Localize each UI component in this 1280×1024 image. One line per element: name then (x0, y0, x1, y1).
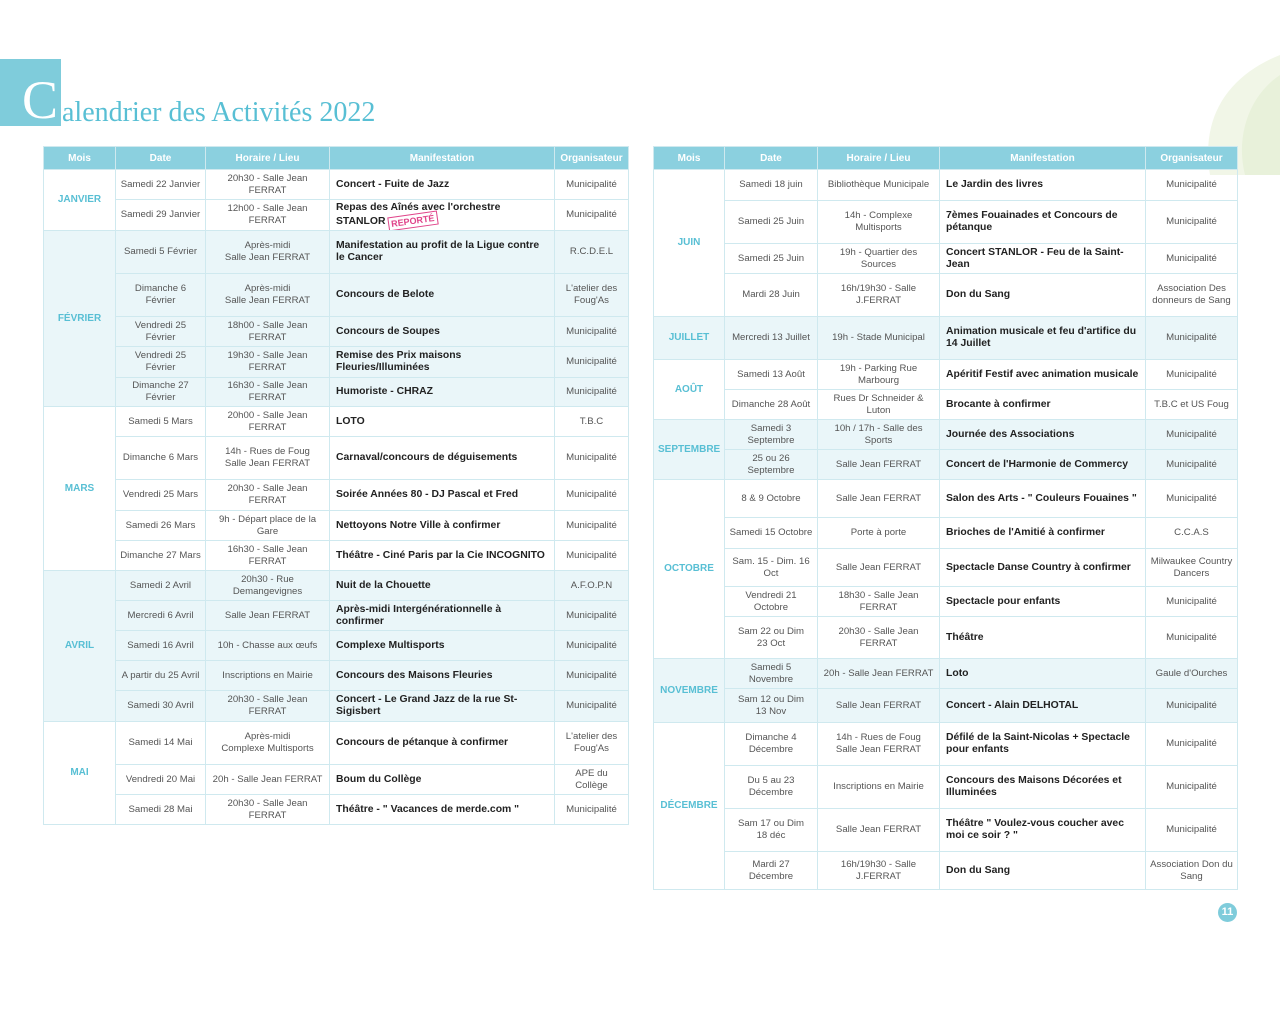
table-row (44, 378, 629, 407)
event-cell (940, 450, 1146, 480)
month-cell: DÉCEMBRE (654, 723, 725, 890)
event-cell (330, 631, 555, 661)
date-cell: Samedi 16 Avril (116, 631, 206, 661)
header-date: Date (116, 147, 206, 170)
organizer-cell: Municipalité (555, 541, 629, 571)
header-organisateur: Organisateur (555, 147, 629, 170)
table-row (44, 601, 629, 631)
date-cell: Dimanche 27 Février (116, 378, 206, 407)
organizer-cell: Municipalité (555, 631, 629, 661)
event-cell (940, 659, 1146, 689)
header-date: Date (725, 147, 818, 170)
date-cell: 25 ou 26 Septembre (725, 450, 818, 480)
event-name: Concert de l'Harmonie de Commercy (946, 458, 1129, 470)
date-cell: Samedi 25 Juin (725, 201, 818, 244)
date-cell: Du 5 au 23 Décembre (725, 766, 818, 809)
table-row (654, 723, 1238, 766)
organizer-cell: Municipalité (1146, 809, 1238, 852)
event-name: Complexe Multisports (336, 639, 445, 651)
organizer-cell: T.B.C (555, 407, 629, 437)
header-organisateur: Organisateur (1146, 147, 1238, 170)
organizer-cell: Municipalité (1146, 244, 1238, 274)
place-cell: 14h - Complexe Multisports (818, 201, 940, 244)
place-cell: 16h30 - Salle Jean FERRAT (206, 378, 330, 407)
table-row (44, 170, 629, 200)
event-cell (330, 601, 555, 631)
place-cell: Rues Dr Schneider & Luton (818, 390, 940, 420)
event-cell (940, 244, 1146, 274)
table-row (654, 201, 1238, 244)
place-cell: 20h30 - Salle Jean FERRAT (206, 691, 330, 722)
event-name: Journée des Associations (946, 428, 1075, 440)
organizer-cell: APE du Collège (555, 765, 629, 795)
organizer-cell: Municipalité (1146, 587, 1238, 617)
organizer-cell: Municipalité (1146, 170, 1238, 201)
organizer-cell: Milwaukee Country Dancers (1146, 549, 1238, 587)
event-cell (330, 274, 555, 317)
date-cell: Vendredi 20 Mai (116, 765, 206, 795)
date-cell: Vendredi 21 Octobre (725, 587, 818, 617)
date-cell: 8 & 9 Octobre (725, 480, 818, 518)
month-cell: AVRIL (44, 571, 116, 722)
organizer-cell: Municipalité (1146, 723, 1238, 766)
place-cell: 20h30 - Salle Jean FERRAT (206, 795, 330, 825)
organizer-cell: Municipalité (1146, 480, 1238, 518)
event-name: Théâtre " Voulez-vous coucher avec moi ce soir ? " (946, 818, 1124, 841)
place-cell: 18h30 - Salle Jean FERRAT (818, 587, 940, 617)
reporte-stamp: REPORTÉ (388, 211, 439, 231)
event-cell (330, 795, 555, 825)
event-cell (330, 170, 555, 200)
date-cell: Samedi 2 Avril (116, 571, 206, 601)
date-cell: Dimanche 27 Mars (116, 541, 206, 571)
event-name: Manifestation au profit de la Ligue contre le Cancer (336, 240, 540, 263)
table-row (44, 274, 629, 317)
event-cell (330, 200, 555, 231)
event-cell (330, 691, 555, 722)
event-cell (940, 766, 1146, 809)
place-cell: 20h30 - Salle Jean FERRAT (206, 170, 330, 200)
table-row (654, 659, 1238, 689)
header-horaire: Horaire / Lieu (206, 147, 330, 170)
month-cell: MAI (44, 722, 116, 825)
organizer-cell: Association Don du Sang (1146, 852, 1238, 890)
place-cell: 20h - Salle Jean FERRAT (206, 765, 330, 795)
organizer-cell: Municipalité (1146, 689, 1238, 723)
date-cell: Mercredi 13 Juillet (725, 317, 818, 360)
date-cell: Vendredi 25 Février (116, 317, 206, 347)
organizer-cell: Municipalité (555, 437, 629, 480)
place-cell: Après-midi Complexe Multisports (206, 722, 330, 765)
event-name: Concours des Maisons Fleuries (336, 669, 493, 681)
place-cell: 16h30 - Salle Jean FERRAT (206, 541, 330, 571)
place-cell: Inscriptions en Mairie (818, 766, 940, 809)
date-cell: Sam 22 ou Dim 23 Oct (725, 617, 818, 659)
place-cell: 19h - Parking Rue Marbourg (818, 360, 940, 390)
place-cell: 16h/19h30 - Salle J.FERRAT (818, 852, 940, 890)
event-cell (330, 407, 555, 437)
place-cell: 20h30 - Salle Jean FERRAT (206, 480, 330, 511)
date-cell: A partir du 25 Avril (116, 661, 206, 691)
table-row (44, 571, 629, 601)
date-cell: Mercredi 6 Avril (116, 601, 206, 631)
event-cell (330, 661, 555, 691)
table-row (654, 244, 1238, 274)
date-cell: Dimanche 6 Mars (116, 437, 206, 480)
event-name: Théâtre (946, 631, 984, 643)
table-row (44, 631, 629, 661)
month-cell: MARS (44, 407, 116, 571)
organizer-cell: Municipalité (555, 691, 629, 722)
event-name: Concert - Le Grand Jazz de la rue St-Sigisbert (336, 694, 518, 717)
organizer-cell: C.C.A.S (1146, 518, 1238, 549)
event-name: Théâtre - " Vacances de merde.com " (336, 803, 520, 815)
event-cell (940, 689, 1146, 723)
place-cell: Salle Jean FERRAT (818, 549, 940, 587)
table-row (654, 852, 1238, 890)
event-name: Brocante à confirmer (946, 398, 1051, 410)
month-cell: OCTOBRE (654, 480, 725, 659)
month-cell: JUILLET (654, 317, 725, 360)
place-cell: 18h00 - Salle Jean FERRAT (206, 317, 330, 347)
table-row (654, 480, 1238, 518)
organizer-cell: Municipalité (555, 511, 629, 541)
organizer-cell: Municipalité (1146, 317, 1238, 360)
event-name: Spectacle pour enfants (946, 595, 1061, 607)
event-cell (330, 765, 555, 795)
table-row (654, 450, 1238, 480)
event-cell (330, 378, 555, 407)
table-row (44, 765, 629, 795)
organizer-cell: Municipalité (555, 170, 629, 200)
date-cell: Samedi 15 Octobre (725, 518, 818, 549)
header-mois: Mois (44, 147, 116, 170)
table-row (654, 689, 1238, 723)
calendar-table-left (43, 146, 629, 825)
event-cell (940, 390, 1146, 420)
place-cell: Salle Jean FERRAT (206, 601, 330, 631)
table-row (44, 347, 629, 378)
place-cell: 9h - Départ place de la Gare (206, 511, 330, 541)
event-name: Défilé de la Saint-Nicolas + Spectacle pour enfants (946, 732, 1130, 755)
organizer-cell: Gaule d'Ourches (1146, 659, 1238, 689)
title-initial: C (22, 70, 59, 130)
event-name: Carnaval/concours de déguisements (336, 452, 518, 463)
header-manifestation: Manifestation (330, 147, 555, 170)
event-cell (940, 274, 1146, 317)
event-name: Don du Sang (946, 864, 1011, 876)
organizer-cell: L'atelier des Foug'As (555, 274, 629, 317)
table-row (654, 809, 1238, 852)
event-name: Animation musicale et feu d'artifice du 14 Juillet (946, 326, 1137, 349)
event-cell (940, 480, 1146, 518)
month-cell: JUIN (654, 170, 725, 317)
place-cell: 19h30 - Salle Jean FERRAT (206, 347, 330, 378)
place-cell: Inscriptions en Mairie (206, 661, 330, 691)
header-mois: Mois (654, 147, 725, 170)
table-header-row (44, 147, 629, 170)
event-cell (940, 809, 1146, 852)
organizer-cell: Municipalité (1146, 420, 1238, 450)
table-row (44, 407, 629, 437)
event-cell (330, 480, 555, 511)
table-row (44, 231, 629, 274)
place-cell: Salle Jean FERRAT (818, 450, 940, 480)
table-header-row (654, 147, 1238, 170)
header-horaire: Horaire / Lieu (818, 147, 940, 170)
organizer-cell: L'atelier des Foug'As (555, 722, 629, 765)
header-manifestation: Manifestation (940, 147, 1146, 170)
event-cell (330, 347, 555, 378)
event-cell (940, 587, 1146, 617)
event-name: Concours de Soupes (336, 325, 440, 337)
event-cell (330, 437, 555, 480)
date-cell: Sam. 15 - Dim. 16 Oct (725, 549, 818, 587)
place-cell: Salle Jean FERRAT (818, 480, 940, 518)
event-name: Salon des Arts - " Couleurs Fouaines " (946, 492, 1137, 504)
place-cell: 16h/19h30 - Salle J.FERRAT (818, 274, 940, 317)
event-cell (940, 617, 1146, 659)
organizer-cell: R.C.D.E.L (555, 231, 629, 274)
organizer-cell: Municipalité (555, 661, 629, 691)
date-cell: Samedi 26 Mars (116, 511, 206, 541)
place-cell: Salle Jean FERRAT (818, 689, 940, 723)
calendar-table-right (653, 146, 1238, 890)
date-cell: Vendredi 25 Mars (116, 480, 206, 511)
table-row (44, 200, 629, 231)
event-cell (330, 511, 555, 541)
place-cell: 14h - Rues de Foug Salle Jean FERRAT (818, 723, 940, 766)
organizer-cell: Municipalité (1146, 360, 1238, 390)
place-cell: 20h00 - Salle Jean FERRAT (206, 407, 330, 437)
organizer-cell: Municipalité (555, 601, 629, 631)
organizer-cell: Municipalité (1146, 617, 1238, 659)
event-name: LOTO (336, 415, 365, 427)
date-cell: Sam 12 ou Dim 13 Nov (725, 689, 818, 723)
date-cell: Vendredi 25 Février (116, 347, 206, 378)
event-name: Concours de pétanque à confirmer (336, 737, 509, 748)
table-row (44, 511, 629, 541)
table-row (44, 480, 629, 511)
place-cell: Bibliothèque Municipale (818, 170, 940, 201)
organizer-cell: A.F.O.P.N (555, 571, 629, 601)
date-cell: Samedi 18 juin (725, 170, 818, 201)
event-name: Concours de Belote (336, 289, 435, 300)
organizer-cell: Municipalité (1146, 201, 1238, 244)
table-row (654, 549, 1238, 587)
organizer-cell: Municipalité (555, 200, 629, 231)
date-cell: Samedi 13 Août (725, 360, 818, 390)
date-cell: Samedi 30 Avril (116, 691, 206, 722)
organizer-cell: Municipalité (555, 480, 629, 511)
place-cell: 10h - Chasse aux œufs (206, 631, 330, 661)
place-cell: 12h00 - Salle Jean FERRAT (206, 200, 330, 231)
page-title: alendrier des Activités 2022 (62, 97, 376, 128)
table-row (654, 518, 1238, 549)
event-cell (330, 317, 555, 347)
organizer-cell: Municipalité (555, 317, 629, 347)
event-cell (330, 571, 555, 601)
table-row (654, 617, 1238, 659)
event-cell (940, 852, 1146, 890)
place-cell: 19h - Stade Municipal (818, 317, 940, 360)
event-name: Spectacle Danse Country à confirmer (946, 561, 1131, 573)
place-cell: 20h30 - Salle Jean FERRAT (818, 617, 940, 659)
event-name: Loto (946, 667, 969, 679)
event-name: Théâtre - Ciné Paris par la Cie INCOGNITO (336, 549, 545, 561)
place-cell: 19h - Quartier des Sources (818, 244, 940, 274)
month-cell: FÉVRIER (44, 231, 116, 407)
event-name: Le Jardin des livres (946, 179, 1044, 190)
table-row (44, 795, 629, 825)
date-cell: Sam 17 ou Dim 18 déc (725, 809, 818, 852)
event-cell (940, 201, 1146, 244)
organizer-cell: T.B.C et US Foug (1146, 390, 1238, 420)
event-name: Brioches de l'Amitié à confirmer (946, 527, 1105, 538)
event-name: Concert - Fuite de Jazz (336, 178, 450, 190)
table-row (654, 390, 1238, 420)
table-row (654, 274, 1238, 317)
organizer-cell: Municipalité (1146, 766, 1238, 809)
date-cell: Mardi 27 Décembre (725, 852, 818, 890)
month-cell: NOVEMBRE (654, 659, 725, 723)
month-cell: AOÛT (654, 360, 725, 420)
table-row (44, 661, 629, 691)
event-name: Humoriste - CHRAZ (336, 386, 433, 397)
table-row (44, 691, 629, 722)
table-row (44, 541, 629, 571)
table-row (654, 420, 1238, 450)
event-name: Repas des Aînés avec l'orchestre STANLOR (336, 202, 501, 227)
event-name: Après-midi Intergénérationnelle à confirmer (336, 603, 502, 627)
place-cell: 14h - Rues de Foug Salle Jean FERRAT (206, 437, 330, 480)
date-cell: Samedi 5 Février (116, 231, 206, 274)
event-cell (940, 549, 1146, 587)
date-cell: Samedi 5 Novembre (725, 659, 818, 689)
table-row (654, 360, 1238, 390)
place-cell: Après-midi Salle Jean FERRAT (206, 231, 330, 274)
event-name: Concert STANLOR - Feu de la Saint-Jean (946, 246, 1124, 270)
organizer-cell: Municipalité (1146, 450, 1238, 480)
place-cell: Porte à porte (818, 518, 940, 549)
event-name: Remise des Prix maisons Fleuries/Illuminées (336, 350, 462, 373)
place-cell: 10h / 17h - Salle des Sports (818, 420, 940, 450)
event-name: Don du Sang (946, 289, 1011, 300)
date-cell: Samedi 5 Mars (116, 407, 206, 437)
month-cell: SEPTEMBRE (654, 420, 725, 480)
event-name: Concert - Alain DELHOTAL (946, 699, 1079, 711)
place-cell: Salle Jean FERRAT (818, 809, 940, 852)
table-row (44, 317, 629, 347)
event-cell (940, 420, 1146, 450)
event-name: Boum du Collège (336, 773, 422, 785)
table-row (654, 170, 1238, 201)
date-cell: Samedi 28 Mai (116, 795, 206, 825)
organizer-cell: Municipalité (555, 347, 629, 378)
table-row (44, 722, 629, 765)
table-row (654, 317, 1238, 360)
date-cell: Dimanche 4 Décembre (725, 723, 818, 766)
event-cell (940, 518, 1146, 549)
date-cell: Dimanche 28 Août (725, 390, 818, 420)
organizer-cell: Municipalité (555, 795, 629, 825)
date-cell: Samedi 25 Juin (725, 244, 818, 274)
event-cell (940, 170, 1146, 201)
table-row (44, 437, 629, 480)
page-number: 11 (1218, 903, 1237, 922)
date-cell: Samedi 22 Janvier (116, 170, 206, 200)
event-cell (330, 722, 555, 765)
date-cell: Samedi 14 Mai (116, 722, 206, 765)
event-name: Concours des Maisons Décorées et Illuminées (946, 775, 1122, 798)
table-row (654, 587, 1238, 617)
event-name: Nettoyons Notre Ville à confirmer (336, 519, 501, 531)
event-cell (940, 360, 1146, 390)
organizer-cell: Association Des donneurs de Sang (1146, 274, 1238, 317)
date-cell: Mardi 28 Juin (725, 274, 818, 317)
month-cell: JANVIER (44, 170, 116, 231)
date-cell: Dimanche 6 Février (116, 274, 206, 317)
event-cell (940, 317, 1146, 360)
place-cell: 20h30 - Rue Demangevignes (206, 571, 330, 601)
event-name: Apéritif Festif avec animation musicale (946, 368, 1139, 380)
event-name: 7èmes Fouainades et Concours de pétanque (946, 210, 1118, 233)
event-name: Nuit de la Chouette (336, 579, 431, 591)
event-cell (940, 723, 1146, 766)
event-name: Soirée Années 80 - DJ Pascal et Fred (336, 489, 519, 500)
date-cell: Samedi 29 Janvier (116, 200, 206, 231)
place-cell: Après-midi Salle Jean FERRAT (206, 274, 330, 317)
event-cell (330, 231, 555, 274)
table-row (654, 766, 1238, 809)
date-cell: Samedi 3 Septembre (725, 420, 818, 450)
event-cell (330, 541, 555, 571)
place-cell: 20h - Salle Jean FERRAT (818, 659, 940, 689)
organizer-cell: Municipalité (555, 378, 629, 407)
